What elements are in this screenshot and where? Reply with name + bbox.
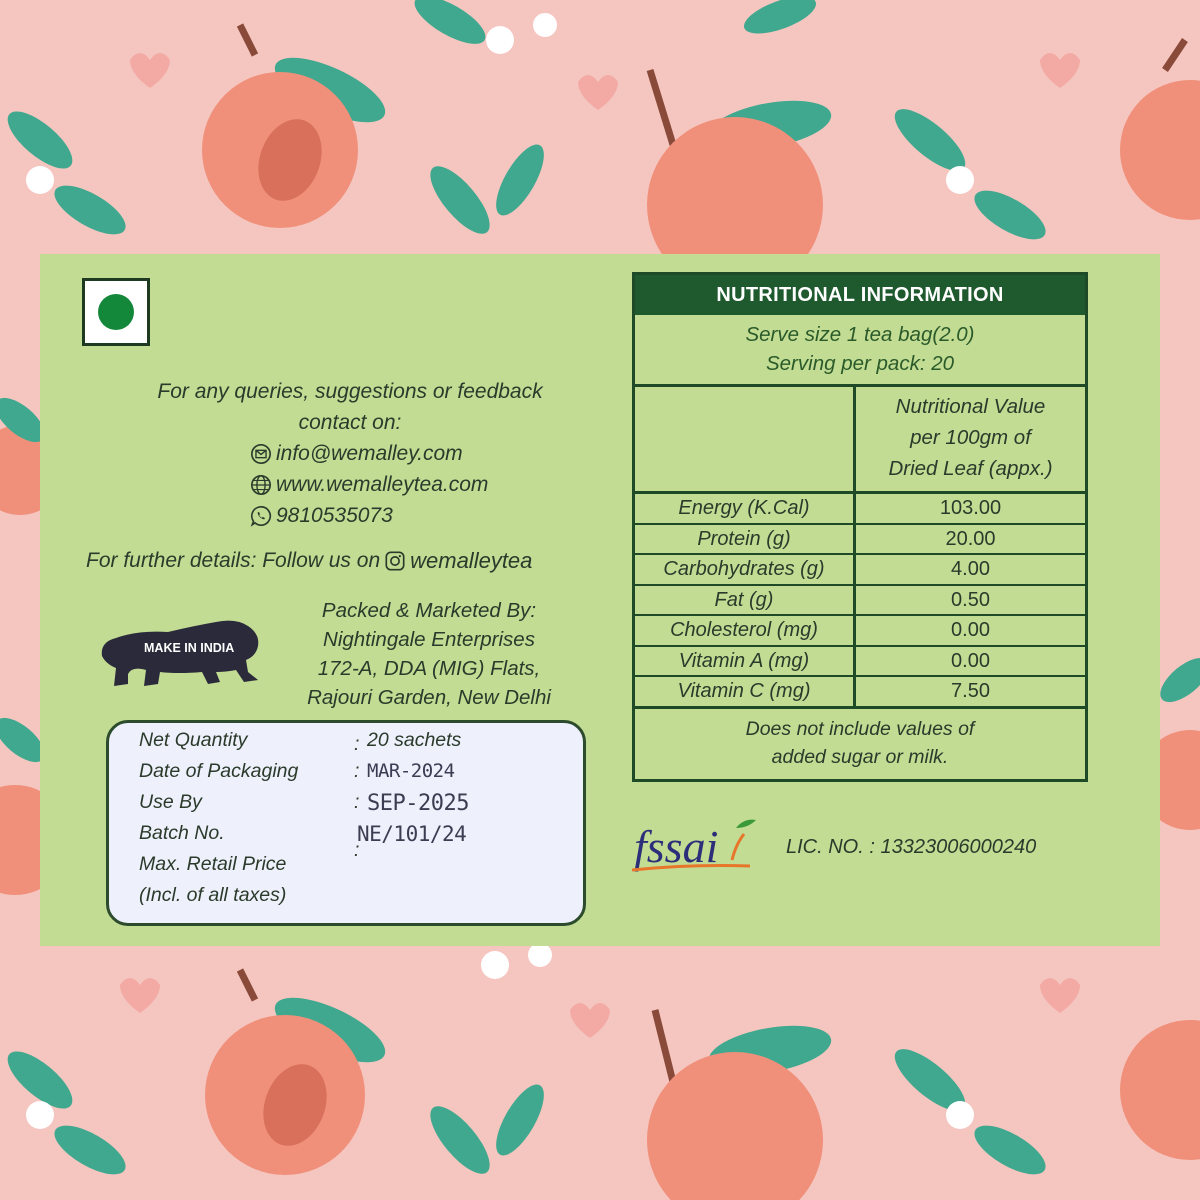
- table-row: [635, 677, 1085, 709]
- header-line: per 100gm of: [910, 426, 1031, 449]
- info-label: Use By: [139, 791, 202, 813]
- mail-icon: [250, 443, 272, 465]
- website-link[interactable]: www.wemalleytea.com: [276, 473, 489, 496]
- fssai-logo: [632, 814, 762, 876]
- packed-by-line1: Packed & Marketed By:: [321, 599, 537, 622]
- nutrient-value: 103.00: [939, 497, 1002, 519]
- info-value-stamp: NE/101/24: [357, 822, 467, 846]
- blank-header-cell: [635, 387, 856, 491]
- info-separator: :: [354, 791, 360, 813]
- email-link[interactable]: info@wemalley.com: [276, 442, 463, 465]
- packed-by-line4: Rajouri Garden, New Delhi: [307, 686, 551, 709]
- packed-by-section: [276, 596, 582, 712]
- nutrient-value: 20.00: [945, 527, 996, 550]
- note-line: added sugar or milk.: [771, 745, 949, 768]
- contact-heading-line2: contact on:: [298, 411, 402, 434]
- phone-row: [80, 500, 620, 531]
- website-row: [80, 469, 620, 500]
- table-row: [635, 525, 1085, 556]
- fssai-logo-text: fssai: [634, 821, 719, 872]
- phone-number[interactable]: 9810535073: [276, 504, 393, 527]
- veg-dot: [98, 294, 134, 330]
- header-line: Dried Leaf (appx.): [888, 457, 1053, 480]
- table-row: [635, 616, 1085, 647]
- nutrition-table: [632, 272, 1088, 782]
- table-row: [635, 555, 1085, 586]
- product-label: [40, 254, 1160, 946]
- info-label: (Incl. of all taxes): [139, 884, 287, 906]
- product-info-box: [106, 720, 586, 926]
- note-line: Does not include values of: [745, 717, 975, 740]
- make-in-india-lion-icon: [98, 616, 266, 690]
- veg-mark-icon: [82, 278, 150, 346]
- nutrient-name: Vitamin C (mg): [635, 677, 856, 706]
- nutritional-value-header: [856, 387, 1085, 491]
- packed-by-line3: 172-A, DDA (MIG) Flats,: [317, 657, 541, 680]
- info-value-stamp: MAR-2024: [367, 760, 455, 782]
- nutrient-value: 0.00: [951, 619, 990, 641]
- table-row: [635, 494, 1085, 525]
- serve-size: Serve size 1 tea bag(2.0): [745, 323, 975, 346]
- nutrition-note: [635, 709, 1085, 779]
- instagram-handle[interactable]: wemalleytea: [410, 548, 533, 573]
- info-separator: :: [354, 839, 360, 861]
- servings-per-pack: Serving per pack: 20: [765, 352, 955, 375]
- nutrient-name: Carbohydrates (g): [635, 555, 856, 584]
- globe-icon: [250, 474, 272, 496]
- info-label: Date of Packaging: [139, 760, 299, 782]
- nutrient-value: 7.50: [951, 680, 990, 702]
- make-in-india-text: MAKE IN INDIA: [144, 641, 235, 655]
- info-separator: :: [354, 760, 360, 782]
- nutrient-value: 0.50: [951, 588, 990, 611]
- packed-by-line2: Nightingale Enterprises: [323, 628, 535, 651]
- info-label: Max. Retail Price: [139, 853, 287, 875]
- follow-text: For further details: Follow us on: [86, 549, 381, 572]
- nutrition-title: NUTRITIONAL INFORMATION: [635, 275, 1085, 315]
- follow-line: [86, 548, 686, 574]
- info-label: Batch No.: [139, 822, 225, 844]
- info-value: 20 sachets: [367, 729, 462, 751]
- contact-heading-line1: For any queries, suggestions or feedback: [157, 380, 543, 403]
- nutrient-name: Fat (g): [635, 586, 856, 615]
- nutrient-name: Energy (K.Cal): [635, 494, 856, 523]
- whatsapp-icon: [250, 505, 272, 527]
- info-separator: :: [354, 733, 360, 755]
- table-row: [635, 647, 1085, 678]
- nutrient-value: 4.00: [951, 558, 990, 580]
- nutrient-name: Cholesterol (mg): [635, 616, 856, 645]
- info-label: Net Quantity: [139, 729, 248, 751]
- serve-info: [635, 315, 1085, 387]
- contact-section: [80, 376, 620, 531]
- nutrition-column-header: [635, 387, 1085, 494]
- license-number: LIC. NO. : 13323006000240: [786, 836, 1037, 858]
- table-row: [635, 586, 1085, 617]
- nutrient-name: Vitamin A (mg): [635, 647, 856, 676]
- instagram-icon: [384, 550, 406, 572]
- header-line: Nutritional Value: [895, 395, 1046, 418]
- email-row: [80, 438, 620, 469]
- info-value-stamp: SEP-2025: [367, 791, 469, 816]
- nutrient-value: 0.00: [951, 649, 990, 672]
- nutrient-name: Protein (g): [635, 525, 856, 554]
